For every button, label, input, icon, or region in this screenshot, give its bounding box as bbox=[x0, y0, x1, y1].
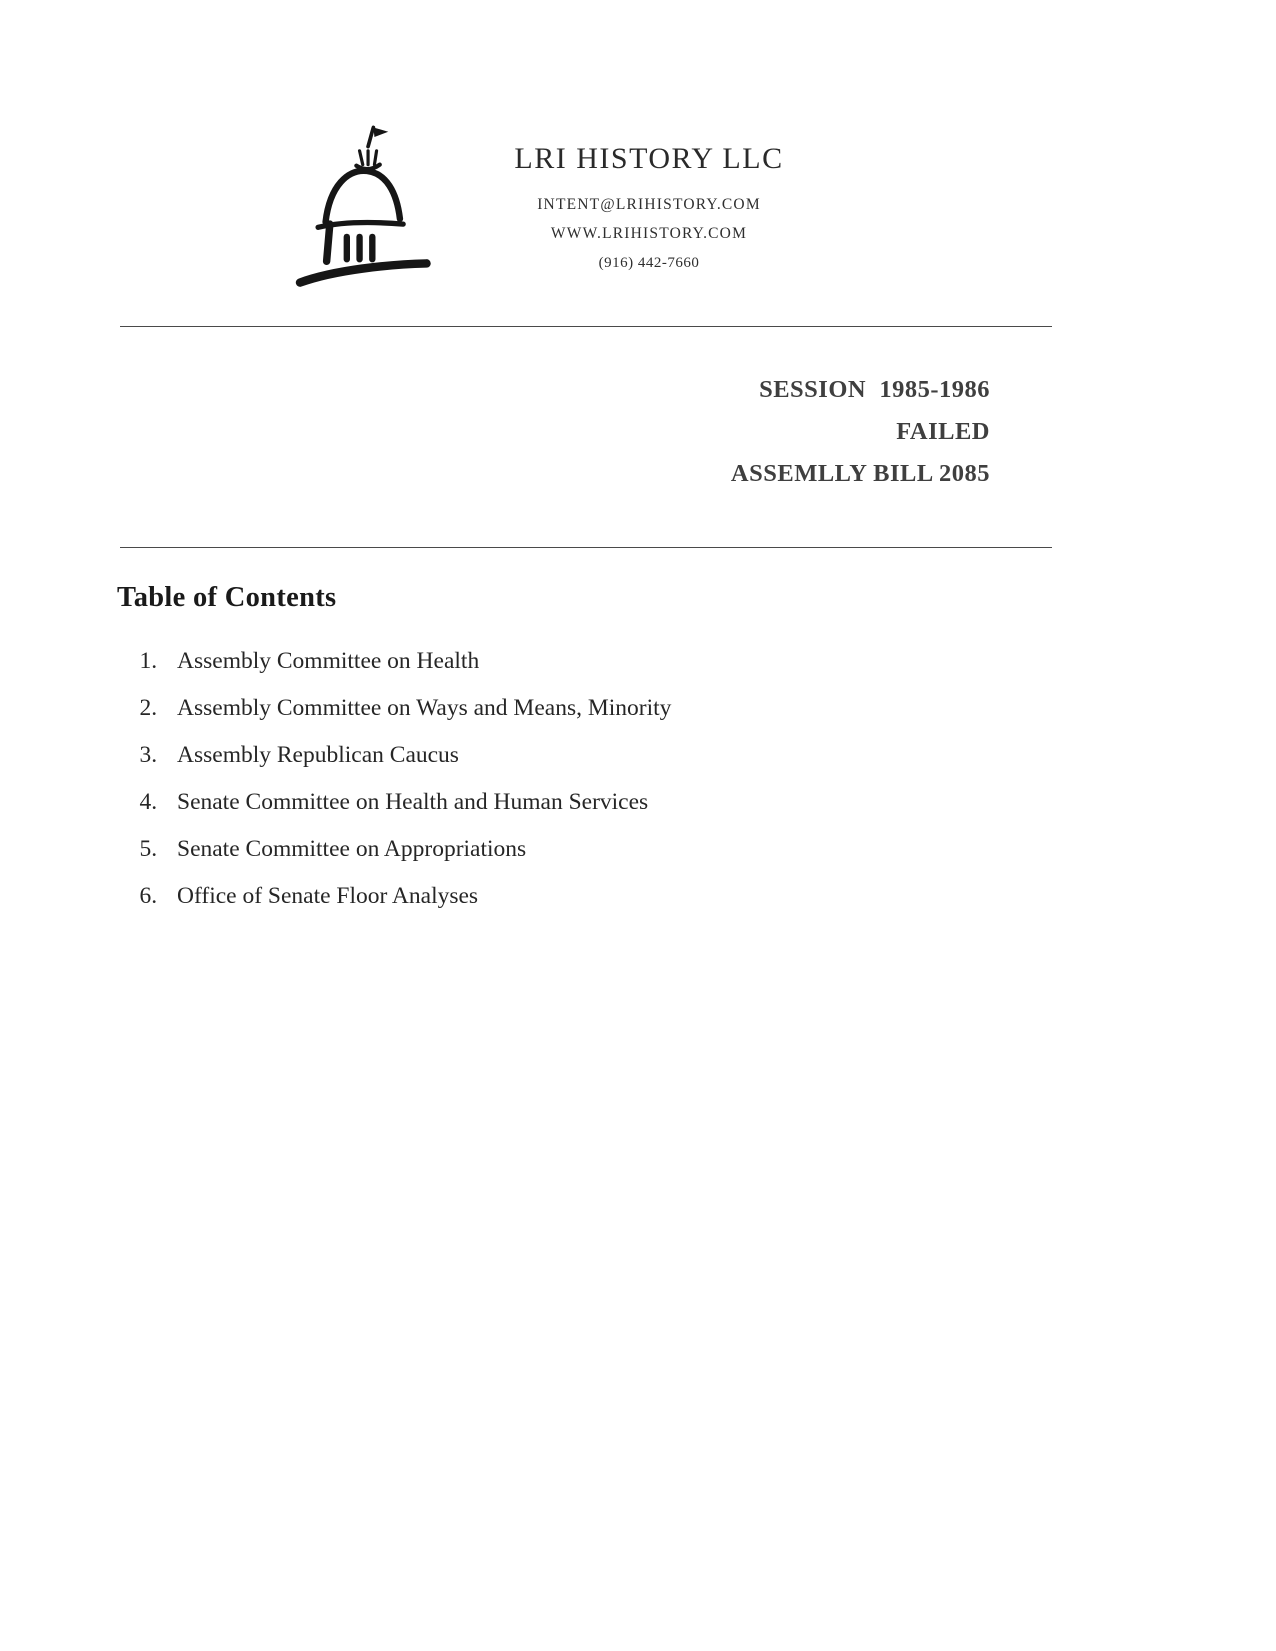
divider-bottom bbox=[120, 547, 1052, 548]
company-name: LRI HISTORY LLC bbox=[514, 142, 784, 175]
session-bill-line: ASSEMLLY BILL 2085 bbox=[730, 460, 990, 487]
toc-item-2: 2. Assembly Committee on Ways and Means, Minority bbox=[163, 695, 1276, 721]
letterhead bbox=[0, 0, 1276, 290]
toc-item-6: 6. Office of Senate Floor Analyses bbox=[163, 883, 1276, 909]
company-phone: (916) 442-7660 bbox=[598, 255, 700, 271]
session-status-line: FAILED bbox=[896, 418, 990, 445]
divider-top bbox=[120, 326, 1052, 327]
company-email: INTENT@LRIHISTORY.COM bbox=[537, 196, 761, 213]
session-year-line: SESSION 1985-1986 bbox=[759, 376, 990, 403]
contact-block bbox=[484, 142, 814, 278]
toc-item-5: 5. Senate Committee on Appropriations bbox=[163, 836, 1276, 862]
toc-item-1: 1. Assembly Committee on Health bbox=[163, 648, 1276, 674]
toc-item-4: 4. Senate Committee on Health and Human Services bbox=[163, 789, 1276, 815]
toc-item-3: 3. Assembly Republican Caucus bbox=[163, 742, 1276, 768]
toc-title: Table of Contents bbox=[117, 582, 337, 613]
capitol-building-logo-icon bbox=[292, 120, 442, 290]
toc-list bbox=[163, 648, 1276, 909]
company-website: WWW.LRIHISTORY.COM bbox=[550, 225, 748, 242]
session-block bbox=[0, 369, 990, 495]
